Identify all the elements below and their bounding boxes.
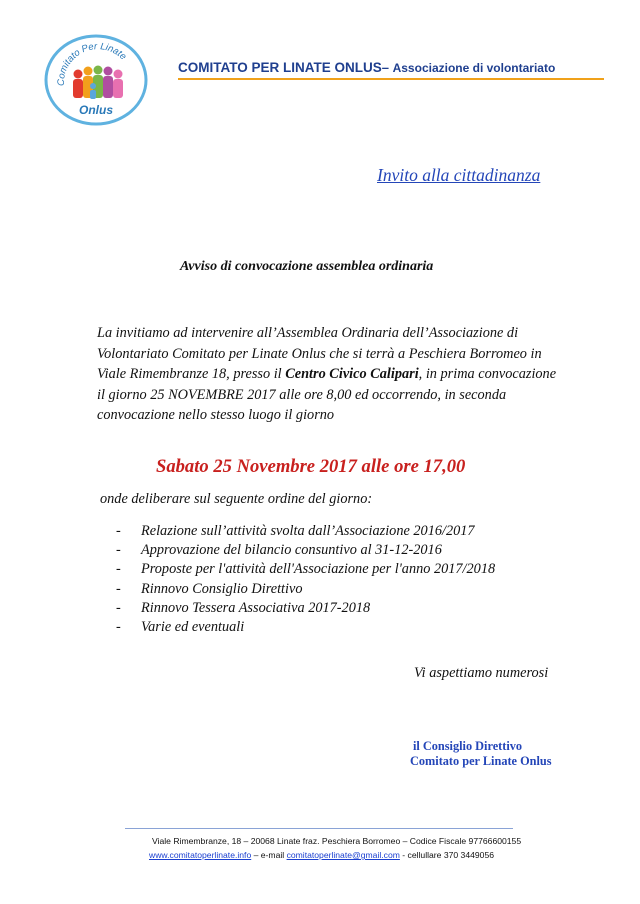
logo-bottom-text: Onlus <box>78 103 114 117</box>
signature-line-1: il Consiglio Direttivo <box>413 739 523 753</box>
agenda-bullet: - <box>116 619 121 636</box>
agenda-item <box>116 522 495 541</box>
intro-text-part1: La invitiamo ad intervenire all’Assemblea Ordinaria dell’Associazione di Volontariato Comitato per Linate Onlus che si terrà a Peschiera Borromeo in Viale Rimembranze 18, presso il <box>97 325 542 382</box>
notice-title: Avviso di convocazione assemblea ordinaria <box>180 259 434 274</box>
agenda-item-text: Relazione sull’attività svolta dall’Associazione 2016/2017 <box>141 523 475 539</box>
email-link[interactable]: comitatoperlinate@gmail.com <box>286 850 400 860</box>
org-description: Associazione di volontariato <box>392 61 556 75</box>
agenda-item-text: Rinnovo Tessera Associativa 2017-2018 <box>141 599 371 616</box>
header-accent-line <box>178 78 604 80</box>
signature-line-2: Comitato per Linate Onlus <box>410 754 552 768</box>
agenda-list <box>116 522 495 637</box>
people-figures-icon <box>73 66 123 100</box>
agenda-bullet: - <box>116 542 121 559</box>
agenda-item <box>116 580 495 599</box>
agenda-item <box>116 618 495 637</box>
agenda-item <box>116 541 495 560</box>
agenda-bullet: - <box>116 523 121 539</box>
meeting-date: Sabato 25 Novembre 2017 alle ore 17,00 <box>156 456 466 477</box>
phone-text: - cellullare 370 3449056 <box>399 850 495 860</box>
website-link[interactable]: www.comitatoperlinate.info <box>149 850 252 860</box>
intro-paragraph <box>97 323 567 426</box>
organization-logo <box>34 28 158 128</box>
agenda-bullet: - <box>116 599 121 616</box>
organization-header <box>178 59 555 77</box>
agenda-item <box>116 599 495 618</box>
logo-arc-text: Comitato Per Linate <box>55 41 129 87</box>
agenda-item-text: Varie ed eventuali <box>141 619 245 636</box>
footer-divider <box>125 828 513 829</box>
agenda-item-text: Proposte per l'attività dell'Associazione per l'anno 2017/2018 <box>141 561 496 578</box>
agenda-item-text: Rinnovo Consiglio Direttivo <box>141 580 303 597</box>
agenda-item <box>116 560 495 579</box>
footer-address: Viale Rimembranze, 18 – 20068 Linate fraz. Peschiera Borromeo – Codice Fiscale 97766600155 <box>152 836 522 846</box>
intro-text-part2: , in prima convocazione il giorno 25 NOVEMBRE 2017 alle ore 8,00 ed occorrendo, in seconda convocazione nello stesso luogo il giorno <box>97 366 557 423</box>
venue-name: Centro Civico Calipari <box>285 366 419 382</box>
agenda-intro: onde deliberare sul seguente ordine del giorno: <box>100 491 373 507</box>
footer-contacts <box>149 850 494 860</box>
agenda-bullet: - <box>116 561 121 578</box>
org-separator: – <box>381 60 393 75</box>
agenda-item-text: Approvazione del bilancio consuntivo al 31-12-2016 <box>141 542 442 559</box>
closing-line: Vi aspettiamo numerosi <box>414 665 549 681</box>
invite-title: Invito alla cittadinanza <box>377 165 541 185</box>
email-prefix: – e-mail <box>251 850 287 860</box>
agenda-bullet: - <box>116 580 121 597</box>
org-name: COMITATO PER LINATE ONLUS <box>178 60 382 75</box>
